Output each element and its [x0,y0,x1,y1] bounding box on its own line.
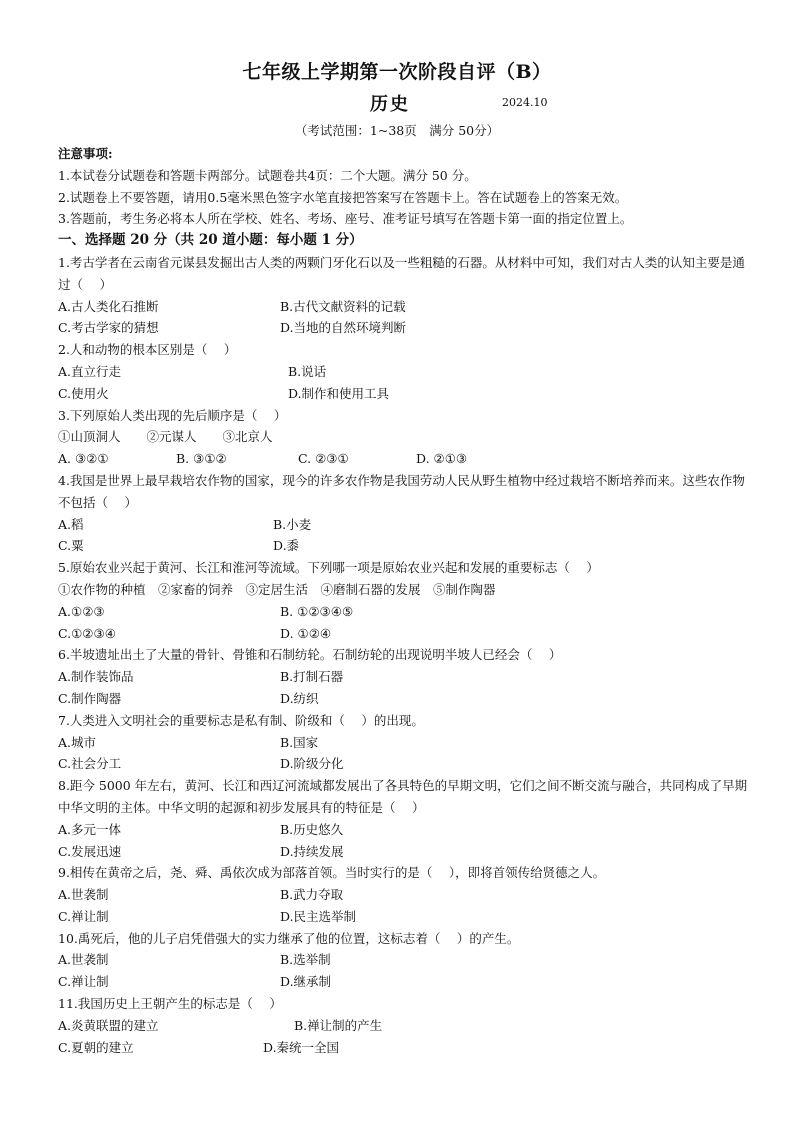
option-d: D.制作和使用工具 [288,385,390,401]
question-6-options-row [58,688,748,710]
question-8-options-row [58,819,748,841]
note-item: 1.本试卷分试题卷和答题卡两部分。试题卷共4页：二个大题。满分 50 分。 [58,167,477,183]
option-a: A.制作装饰品 [58,669,134,685]
question-5-stem: 5.原始农业兴起于黄河、长江和淮河等流域。下列哪一项是原始农业兴起和发展的重要标志（ ） [58,560,599,576]
question-3-options-row [58,448,748,470]
exam-date: 2024.10 [502,96,548,109]
option-c: C.考古学家的猜想 [58,320,159,336]
question-11-stem: 11.我国历史上王朝产生的标志是（ ） [58,996,282,1012]
question-5-options-row [58,601,748,623]
section-heading: 一、选择题 20 分（共 20 道小题：每小题 1 分） [58,232,363,249]
question-3-stem: 3.下列原始人类出现的先后顺序是（ ） [58,407,287,423]
question-11-options-row [58,1015,748,1037]
option-c: C.发展迅速 [58,843,122,859]
question-8-options-row [58,841,748,863]
option-c: C.粟 [58,538,84,554]
option-a: A.古人类化石推断 [58,298,159,314]
option-c: C.制作陶器 [58,690,122,706]
question-2-options-row [58,383,748,405]
question-4-options-row [58,535,748,557]
exam-title: 七年级上学期第一次阶段自评（B） [242,61,552,83]
question-8-stem: 8.距今 5000 年左右，黄河、长江和西辽河流域都发展出了各具特色的早期文明，它们之间不断交流与融合，共同构成了早期中华文明的主体。中华文明的起源和初步发展具有的特征是（ ） [58,778,748,815]
option-d: D.继承制 [280,974,332,990]
option-c: C. ②③① [298,451,349,467]
question-4-stem: 4.我国是世界上最早栽培农作物的国家，现今的许多农作物是我国劳动人民从野生植物中经过栽培不断培养而来。这些农作物不包括（ ） [58,472,745,510]
option-a: A.世袭制 [58,952,109,968]
question-9-stem: 9.相传在黄帝之后，尧、舜、禹依次成为部落首领。当时实行的是（ ），即将首领传给贤德之人。 [58,865,606,881]
option-b: B.小麦 [273,516,312,532]
sequence-item: ③北京人 [222,429,273,445]
option-d: D.秦统一全国 [263,1039,340,1055]
question-4-options-row [58,514,748,536]
option-b: B.历史悠久 [280,821,344,837]
question-3-sequence [58,426,748,448]
question-1-stem: 1.考古学者在云南省元谋县发掘出古人类的两颗门牙化石以及一些粗糙的石器。从材料中可知，我们对古人类的认知主要是通过（ ） [58,254,745,292]
option-b: B.武力夺取 [280,887,344,903]
question-1-options-row [58,317,748,339]
option-c: C.夏朝的建立 [58,1039,134,1055]
question-2-stem: 2.人和动物的根本区别是（ ） [58,342,237,358]
option-b: B.选举制 [280,952,331,968]
question-10-options-row [58,971,748,993]
exam-content [58,143,748,1058]
question-11-options-row [58,1037,748,1059]
question-9-options-row [58,884,748,906]
exam-scope: （考试范围：1~38页 满分 50分） [294,123,500,138]
question-2-options-row [58,361,748,383]
question-10-options-row [58,949,748,971]
note-item: 3.答题前，考生务必将本人所在学校、姓名、考场、座号、准考证号填写在答题卡第一面的指定位置上。 [58,211,633,227]
option-c: C.①②③④ [58,625,116,641]
option-d: D.阶级分化 [280,756,344,772]
option-a: A.直立行走 [58,363,122,379]
option-d: D. ①②④ [280,625,332,641]
option-c: C.社会分工 [58,756,122,772]
option-a: A.炎黄联盟的建立 [58,1017,159,1033]
sequence-item: ①山顶洞人 [58,429,121,445]
note-item: 2.试题卷上不要答题，请用0.5毫米黑色签字水笔直接把答案写在答题卡上。答在试题卷上的答案无效。 [58,189,628,205]
option-b: B.禅让制的产生 [294,1017,383,1033]
option-d: D. ②①③ [416,451,468,467]
option-b: B. ①②③④⑤ [280,603,354,619]
option-d: D.民主选举制 [280,908,357,924]
option-a: A. ③②① [58,451,109,467]
option-d: D.黍 [273,538,300,554]
option-b: B.古代文献资料的记载 [280,298,406,314]
question-7-stem: 7.人类进入文明社会的重要标志是私有制、阶级和（ ）的出现。 [58,712,424,728]
option-a: A.城市 [58,734,97,750]
exam-subject: 历史 [370,94,410,115]
option-c: C.禅让制 [58,974,109,990]
option-d: D.当地的自然环境判断 [280,320,407,336]
notes-heading: 注意事项: [58,146,113,161]
question-7-options-row [58,732,748,754]
option-b: B.说话 [288,363,327,379]
option-b: B.打制石器 [280,669,344,685]
question-10-stem: 10.禹死后，他的儿子启凭借强大的实力继承了他的位置，这标志着（ ）的产生。 [58,930,520,946]
option-b: B.国家 [280,734,319,750]
option-c: C.使用火 [58,385,109,401]
option-a: A.世袭制 [58,887,109,903]
option-b: B. ③①② [176,451,227,467]
question-1-options-row [58,296,748,318]
sequence-item: ②元谋人 [146,429,197,445]
option-a: A.多元一体 [58,821,122,837]
question-7-options-row [58,753,748,775]
question-6-options-row [58,666,748,688]
question-5-statements: ①农作物的种植 ②家畜的饲养 ③定居生活 ④磨制石器的发展 ⑤制作陶器 [58,581,496,597]
option-d: D.持续发展 [280,843,344,859]
question-9-options-row [58,906,748,928]
question-5-options-row [58,623,748,645]
option-d: D.纺织 [280,690,319,706]
option-c: C.禅让制 [58,908,109,924]
question-6-stem: 6.半坡遗址出土了大量的骨针、骨锥和石制纺轮。石制纺轮的出现说明半坡人已经会（ ） [58,647,562,663]
option-a: A.①②③ [58,603,105,619]
option-a: A.稻 [58,516,84,532]
